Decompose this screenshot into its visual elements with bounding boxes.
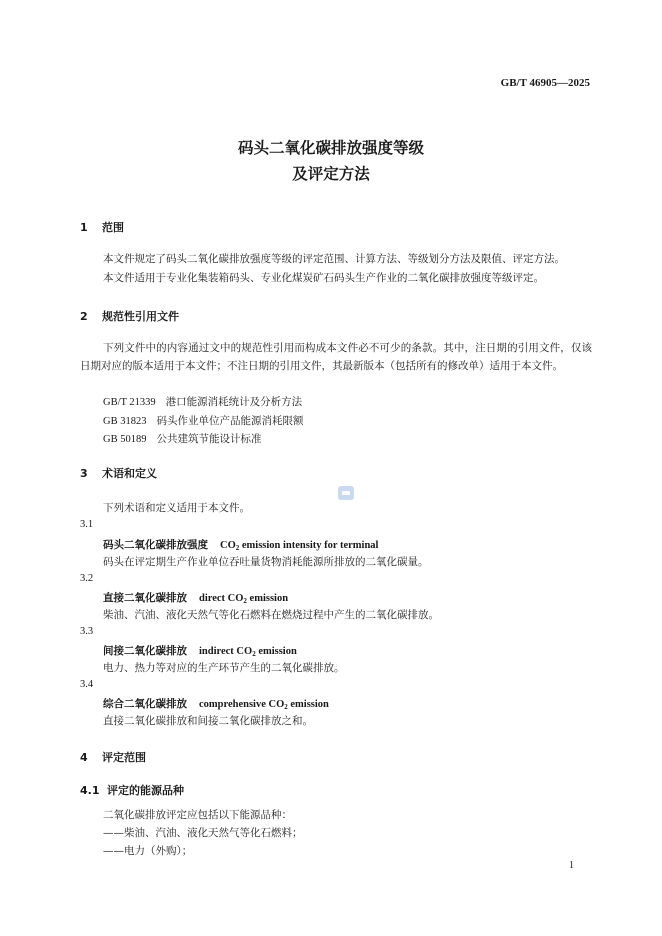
section-number: 1	[80, 221, 88, 234]
reference-item	[103, 431, 261, 446]
reference-code: GB 50189	[103, 434, 147, 445]
term-en: direct $CO_2$ emission	[199, 593, 289, 605]
term-definition: 直接二氧化碳排放和间接二氧化碳排放之和。	[103, 715, 313, 727]
section-number: 4	[80, 751, 88, 764]
document-title-line1: 码头二氧化碳排放强度等级	[237, 139, 424, 157]
section-number: 2	[80, 310, 88, 323]
term-en: $CO_2$ emission intensity for terminal	[220, 540, 379, 552]
section-1-paragraph-2: 本文件适用于专业化集装箱码头、专业化煤炭矿石码头生产作业的二氧化碳排放强度等级评定。	[103, 272, 544, 284]
section-3-heading	[80, 465, 157, 481]
reference-title: 公共建筑节能设计标准	[156, 433, 262, 445]
term-zh: 码头二氧化碳排放强度	[103, 539, 208, 551]
term-number: 3.2	[80, 573, 94, 584]
section-1-paragraph-1: 本文件规定了码头二氧化碳排放强度等级的评定范围、计算方法、等级划分方法及限值、评定方法。	[103, 253, 565, 265]
reference-code: GB 31823	[103, 416, 147, 427]
list-item: ——电力（外购）；	[103, 845, 193, 857]
subsection-4-1-heading	[80, 782, 184, 798]
reference-title: 码头作业单位产品能源消耗限额	[156, 415, 304, 427]
page-number: 1	[569, 860, 574, 871]
term-definition: 柴油、汽油、液化天然气等化石燃料在燃烧过程中产生的二氧化碳排放。	[103, 609, 439, 621]
section-2-intro: 下列文件中的内容通过文中的规范性引用而构成本文件必不可少的条款。其中，注日期的引用文件，仅该日期对应的版本适用于本文件；不注日期的引用文件，其最新版本（包括所有的修改单）适用于本文件。	[80, 342, 592, 372]
subsection-number: 4.1	[80, 784, 100, 797]
reference-item	[103, 394, 302, 409]
term-definition: 码头在评定期生产作业单位吞吐量货物消耗能源所排放的二氧化碳量。	[103, 556, 429, 568]
term-zh: 综合二氧化碳排放	[103, 698, 187, 710]
section-title: 术语和定义	[102, 467, 157, 480]
term-heading	[103, 590, 288, 605]
term-en: comprehensive $CO_2$ emission	[199, 699, 329, 711]
list-item: ——柴油、汽油、液化天然气等化石燃料；	[103, 827, 303, 839]
section-title: 规范性引用文件	[102, 310, 179, 323]
term-heading	[103, 643, 297, 658]
section-4-intro: 二氧化碳排放评定应包括以下能源品种：	[103, 809, 292, 821]
section-title: 范围	[102, 221, 124, 234]
section-1-heading	[80, 219, 124, 235]
term-number: 3.3	[80, 626, 94, 637]
term-number: 3.1	[80, 519, 94, 530]
watermark-logo-icon	[337, 484, 355, 502]
section-title: 评定范围	[102, 751, 146, 764]
reference-code: GB/T 21339	[103, 397, 156, 408]
subsection-title: 评定的能源品种	[107, 784, 184, 797]
section-number: 3	[80, 467, 88, 480]
term-zh: 直接二氧化碳排放	[103, 592, 187, 604]
term-en: indirect $CO_2$ emission	[199, 646, 297, 658]
section-4-heading	[80, 749, 146, 765]
standard-code: GB/T 46905—2025	[500, 77, 590, 89]
term-heading	[103, 696, 329, 711]
term-heading	[103, 537, 378, 552]
section-3-intro: 下列术语和定义适用于本文件。	[103, 502, 250, 514]
term-zh: 间接二氧化碳排放	[103, 645, 187, 657]
reference-title: 港口能源消耗统计及分析方法	[165, 396, 303, 408]
term-definition: 电力、热力等对应的生产环节产生的二氧化碳排放。	[103, 662, 345, 674]
document-title-line2: 及评定方法	[292, 165, 370, 183]
section-2-heading	[80, 308, 179, 324]
reference-item	[103, 413, 303, 428]
term-number: 3.4	[80, 679, 94, 690]
